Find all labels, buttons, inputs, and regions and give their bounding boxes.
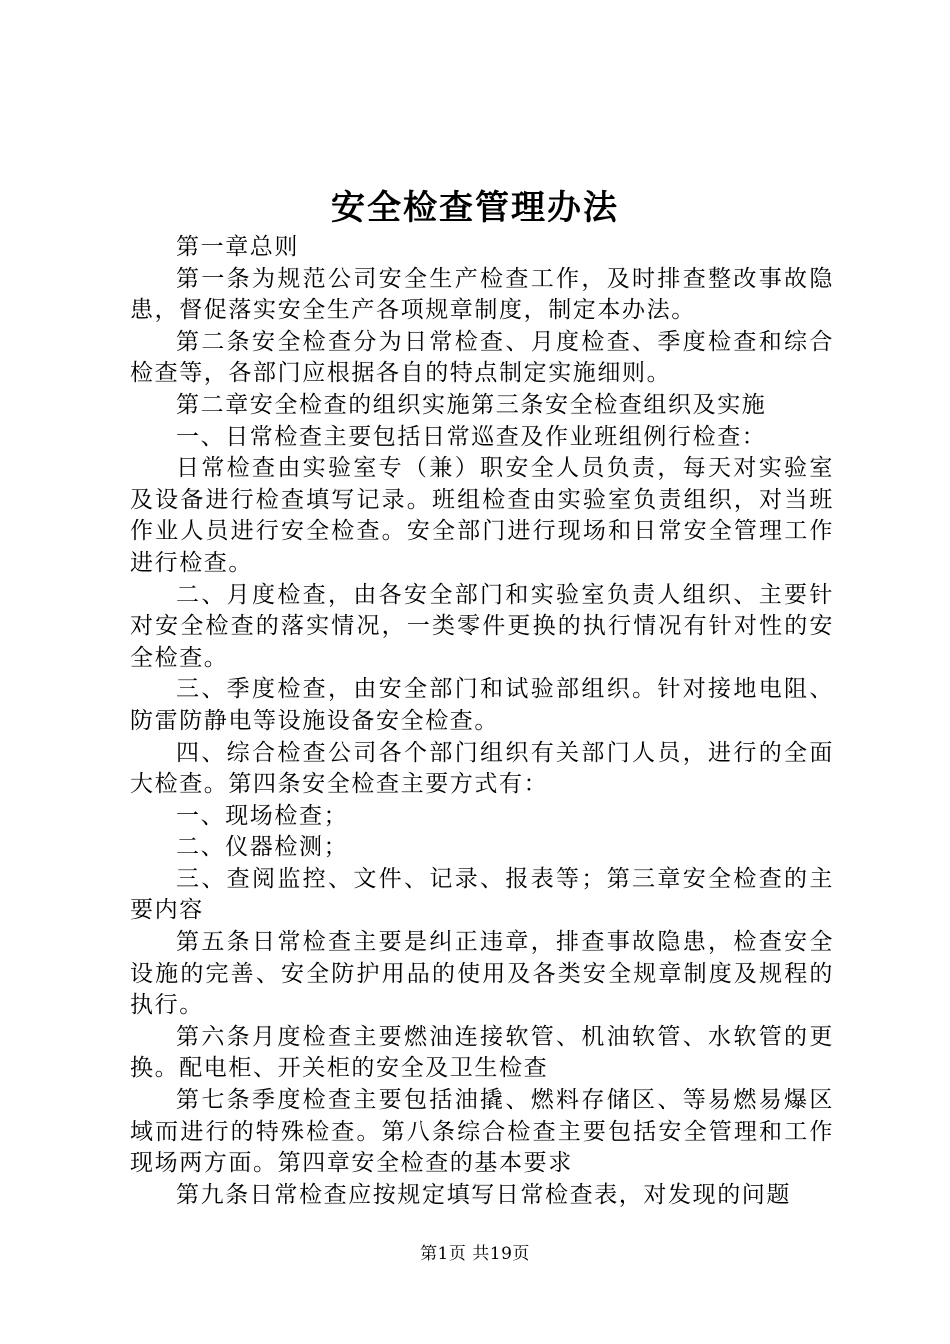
- paragraph-article-2: 第二条安全检查分为日常检查、月度检查、季度检查和综合检查等，各部门应根据各自的特点制定实施细则。: [130, 328, 834, 387]
- paragraph-article-1: 第一条为规范公司安全生产检查工作，及时排查整改事故隐患，督促落实安全生产各项规章制度，制定本办法。: [130, 265, 834, 324]
- paragraph-method-onsite: 一、现场检查；: [176, 802, 349, 829]
- paragraph-method-review: 三、查阅监控、文件、记录、报表等；第三章安全检查的主要内容: [130, 865, 834, 924]
- paragraph-article-7-8: 第七条季度检查主要包括油撬、燃料存储区、等易燃易爆区域而进行的特殊检查。第八条综合检查主要包括安全管理和工作现场两方面。第四章安全检查的基本要求: [130, 1087, 834, 1177]
- document-body: [130, 232, 834, 1211]
- paragraph-method-instrument: 二、仪器检测；: [176, 834, 349, 861]
- paragraph-article-5: 第五条日常检查主要是纠正违章，排查事故隐患，检查安全设施的完善、安全防护用品的使用及各类安全规章制度及规程的执行。: [130, 929, 834, 1019]
- paragraph-article-9: 第九条日常检查应按规定填写日常检查表，对发现的问题: [176, 1181, 791, 1208]
- paragraph-daily-check-detail: 日常检查由实验室专（兼）职安全人员负责，每天对实验室及设备进行检查填写记录。班组检查由实验室负责组织，对当班作业人员进行安全检查。安全部门进行现场和日常安全管理工作进行检查。: [130, 455, 834, 576]
- paragraph-chapter-2-article-3: 第二章安全检查的组织实施第三条安全检查组织及实施: [176, 391, 767, 418]
- paragraph-comprehensive-check: 四、综合检查公司各个部门组织有关部门人员，进行的全面大检查。第四条安全检查主要方式有：: [130, 739, 834, 798]
- paragraph-article-6: 第六条月度检查主要燃油连接软管、机油软管、水软管的更换。配电柜、开关柜的安全及卫生检查: [130, 1023, 834, 1082]
- page-number-footer: 第1页 共19页: [420, 1244, 530, 1264]
- paragraph-quarterly-check: 三、季度检查，由安全部门和试验部组织。针对接地电阻、防雷防静电等设施设备安全检查。: [130, 676, 834, 734]
- paragraph-item-daily-check: 一、日常检查主要包括日常巡查及作业班组例行检查：: [176, 423, 767, 450]
- document-title: 安全检查管理办法: [331, 188, 619, 228]
- paragraph-monthly-check: 二、月度检查，由各安全部门和实验室负责人组织、主要针对安全检查的落实情况，一类零件更换的执行情况有针对性的安全检查。: [130, 581, 834, 671]
- paragraph-chapter-1-heading: 第一章总则: [176, 234, 299, 260]
